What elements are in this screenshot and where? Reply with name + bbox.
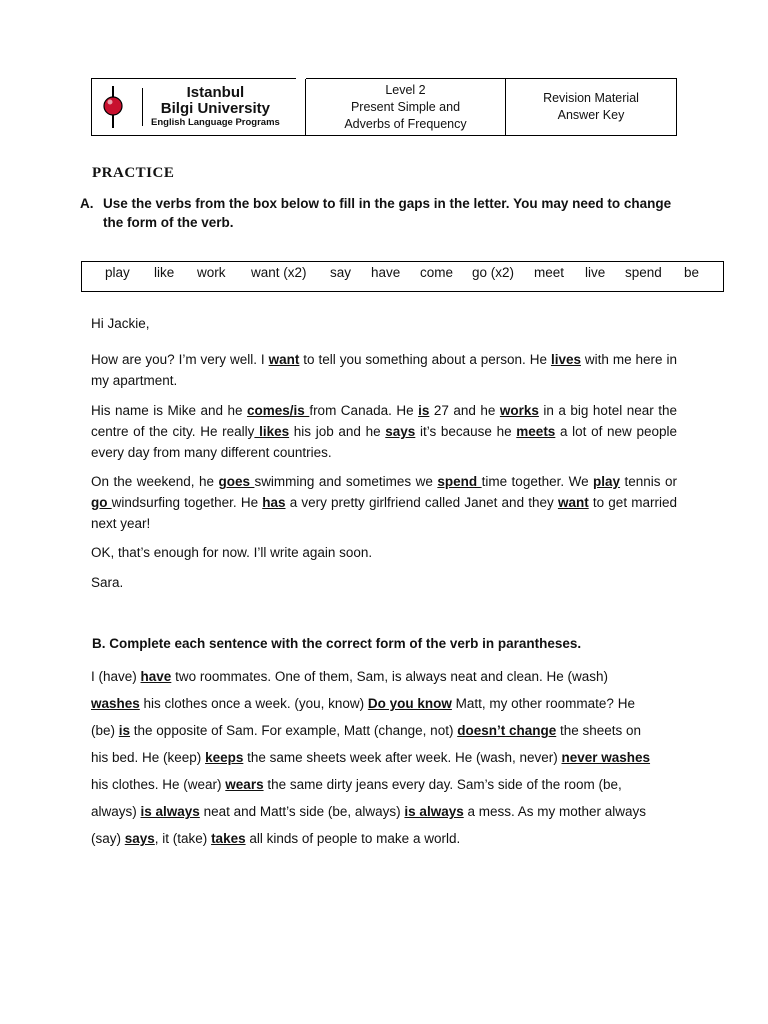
text: with me here in my apartment. — [91, 352, 677, 388]
text: a very pretty girlfriend called Janet and they — [285, 495, 558, 510]
logo-line-3: English Language Programs — [151, 117, 280, 128]
text: his clothes once a week. (you, know) — [139, 696, 368, 711]
practice-heading: PRACTICE — [92, 165, 175, 181]
letter-greeting: Hi Jackie, — [91, 316, 150, 331]
answer: is always — [404, 804, 464, 819]
answer: goes — [218, 474, 255, 489]
answer: takes — [211, 831, 246, 846]
text: How are you? I’m very well. I — [91, 352, 269, 367]
passage-line — [91, 771, 691, 798]
material-line-2: Answer Key — [557, 108, 625, 122]
letter-paragraph-1 — [91, 349, 677, 391]
text: tennis or — [620, 474, 678, 489]
answer: is — [418, 403, 430, 418]
text: (be) — [91, 723, 119, 738]
passage-line — [91, 690, 691, 717]
answer: says — [124, 831, 155, 846]
text: the same sheets week after week. He (wash, never) — [243, 750, 562, 765]
text: a lot of new people every day from many different countries. — [91, 424, 677, 460]
text: his job and he — [289, 424, 386, 439]
verb-item: play — [105, 265, 130, 280]
answer: go — [91, 495, 112, 510]
passage-line — [91, 717, 691, 744]
answer: doesn’t change — [457, 723, 557, 738]
text: two roommates. One of them, Sam, is always neat and clean. He (wash) — [171, 669, 608, 684]
text: 27 and he — [429, 403, 500, 418]
answer: want — [268, 352, 300, 367]
answer: never washes — [561, 750, 651, 765]
verb-item: go (x2) — [472, 265, 515, 280]
text: , it (take) — [154, 831, 212, 846]
text: the opposite of Sam. For example, Matt (change, not) — [130, 723, 458, 738]
letter-paragraph-2 — [91, 400, 677, 463]
text: in a big hotel near the centre of the city. He really — [91, 403, 677, 439]
answer: have — [140, 669, 172, 684]
level-cell — [306, 79, 506, 135]
passage-line — [91, 798, 691, 825]
verb-item: want (x2) — [251, 265, 307, 280]
text: from Canada. He — [309, 403, 419, 418]
verb-item: have — [371, 265, 401, 280]
text: On the weekend, he — [91, 474, 219, 489]
logo-line-1: Istanbul — [186, 84, 245, 101]
section-b-passage — [91, 663, 691, 852]
section-a-instruction-line-2: the form of the verb. — [103, 215, 234, 230]
material-line-1: Revision Material — [543, 91, 639, 105]
text: windsurfing together. He — [111, 495, 263, 510]
topic-line-1: Present Simple and — [350, 99, 461, 114]
text: the sheets on — [556, 723, 642, 738]
verb-item: be — [684, 265, 700, 280]
answer: Do you know — [367, 696, 452, 711]
answer: is — [118, 723, 131, 738]
answer: works — [499, 403, 539, 418]
verb-item: like — [154, 265, 175, 280]
letter-paragraph-4: OK, that’s enough for now. I’ll write again soon. — [91, 545, 373, 560]
text: a mess. As my mother always — [463, 804, 647, 819]
level-line: Level 2 — [385, 82, 426, 97]
answer: keeps — [205, 750, 244, 765]
answer: lives — [550, 352, 581, 367]
answer: has — [262, 495, 286, 510]
verb-item: live — [585, 265, 606, 280]
text: swimming and sometimes we — [254, 474, 438, 489]
answer: says — [385, 424, 416, 439]
text: it’s because he — [415, 424, 517, 439]
verb-item: say — [330, 265, 352, 280]
topic-line-2: Adverbs of Frequency — [344, 116, 467, 131]
verb-box — [81, 261, 724, 292]
answer: likes — [254, 424, 290, 439]
logo-cell — [92, 79, 306, 135]
answer: is always — [140, 804, 200, 819]
section-a-label: A. — [80, 196, 94, 211]
answer: washes — [91, 696, 140, 711]
verb-item: work — [197, 265, 226, 280]
logo-line-2: Bilgi University — [160, 100, 270, 117]
verb-item: spend — [625, 265, 662, 280]
text: I (have) — [91, 669, 141, 684]
passage-line — [91, 825, 691, 852]
section-a-instruction — [80, 194, 690, 232]
answer: spend — [437, 474, 482, 489]
section-a-instruction-line-1: Use the verbs from the box below to fill in the gaps in the letter. You may need to change — [103, 196, 672, 211]
text: his clothes. He (wear) — [91, 777, 226, 792]
text: always) — [91, 804, 141, 819]
verb-item: meet — [534, 265, 565, 280]
passage-line — [91, 744, 691, 771]
text: Matt, my other roommate? He — [451, 696, 635, 711]
logo-divider — [142, 88, 143, 126]
text: time together. We — [481, 474, 594, 489]
text: to get married next year! — [91, 495, 677, 531]
text: the same dirty jeans every day. Sam’s side of the room (be, — [263, 777, 622, 792]
answer: comes/is — [247, 403, 310, 418]
answer: play — [593, 474, 621, 489]
material-cell — [506, 79, 676, 135]
text: His name is Mike and he — [91, 403, 248, 418]
answer: want — [557, 495, 589, 510]
letter-signature: Sara. — [91, 575, 124, 590]
answer: wears — [225, 777, 264, 792]
answer: meets — [516, 424, 556, 439]
header-table — [91, 78, 677, 136]
text: to tell you something about a person. He — [299, 352, 551, 367]
passage-line — [91, 663, 691, 690]
university-logo-icon — [98, 84, 128, 130]
text: all kinds of people to make a world. — [245, 831, 461, 846]
verb-item: come — [420, 265, 454, 280]
letter-paragraph-3 — [91, 471, 677, 534]
section-b-instruction: B. Complete each sentence with the correct form of the verb in parantheses. — [92, 636, 582, 651]
text: (say) — [91, 831, 125, 846]
logo-wordmark — [151, 85, 280, 129]
text: his bed. He (keep) — [91, 750, 206, 765]
text: neat and Matt’s side (be, always) — [199, 804, 405, 819]
